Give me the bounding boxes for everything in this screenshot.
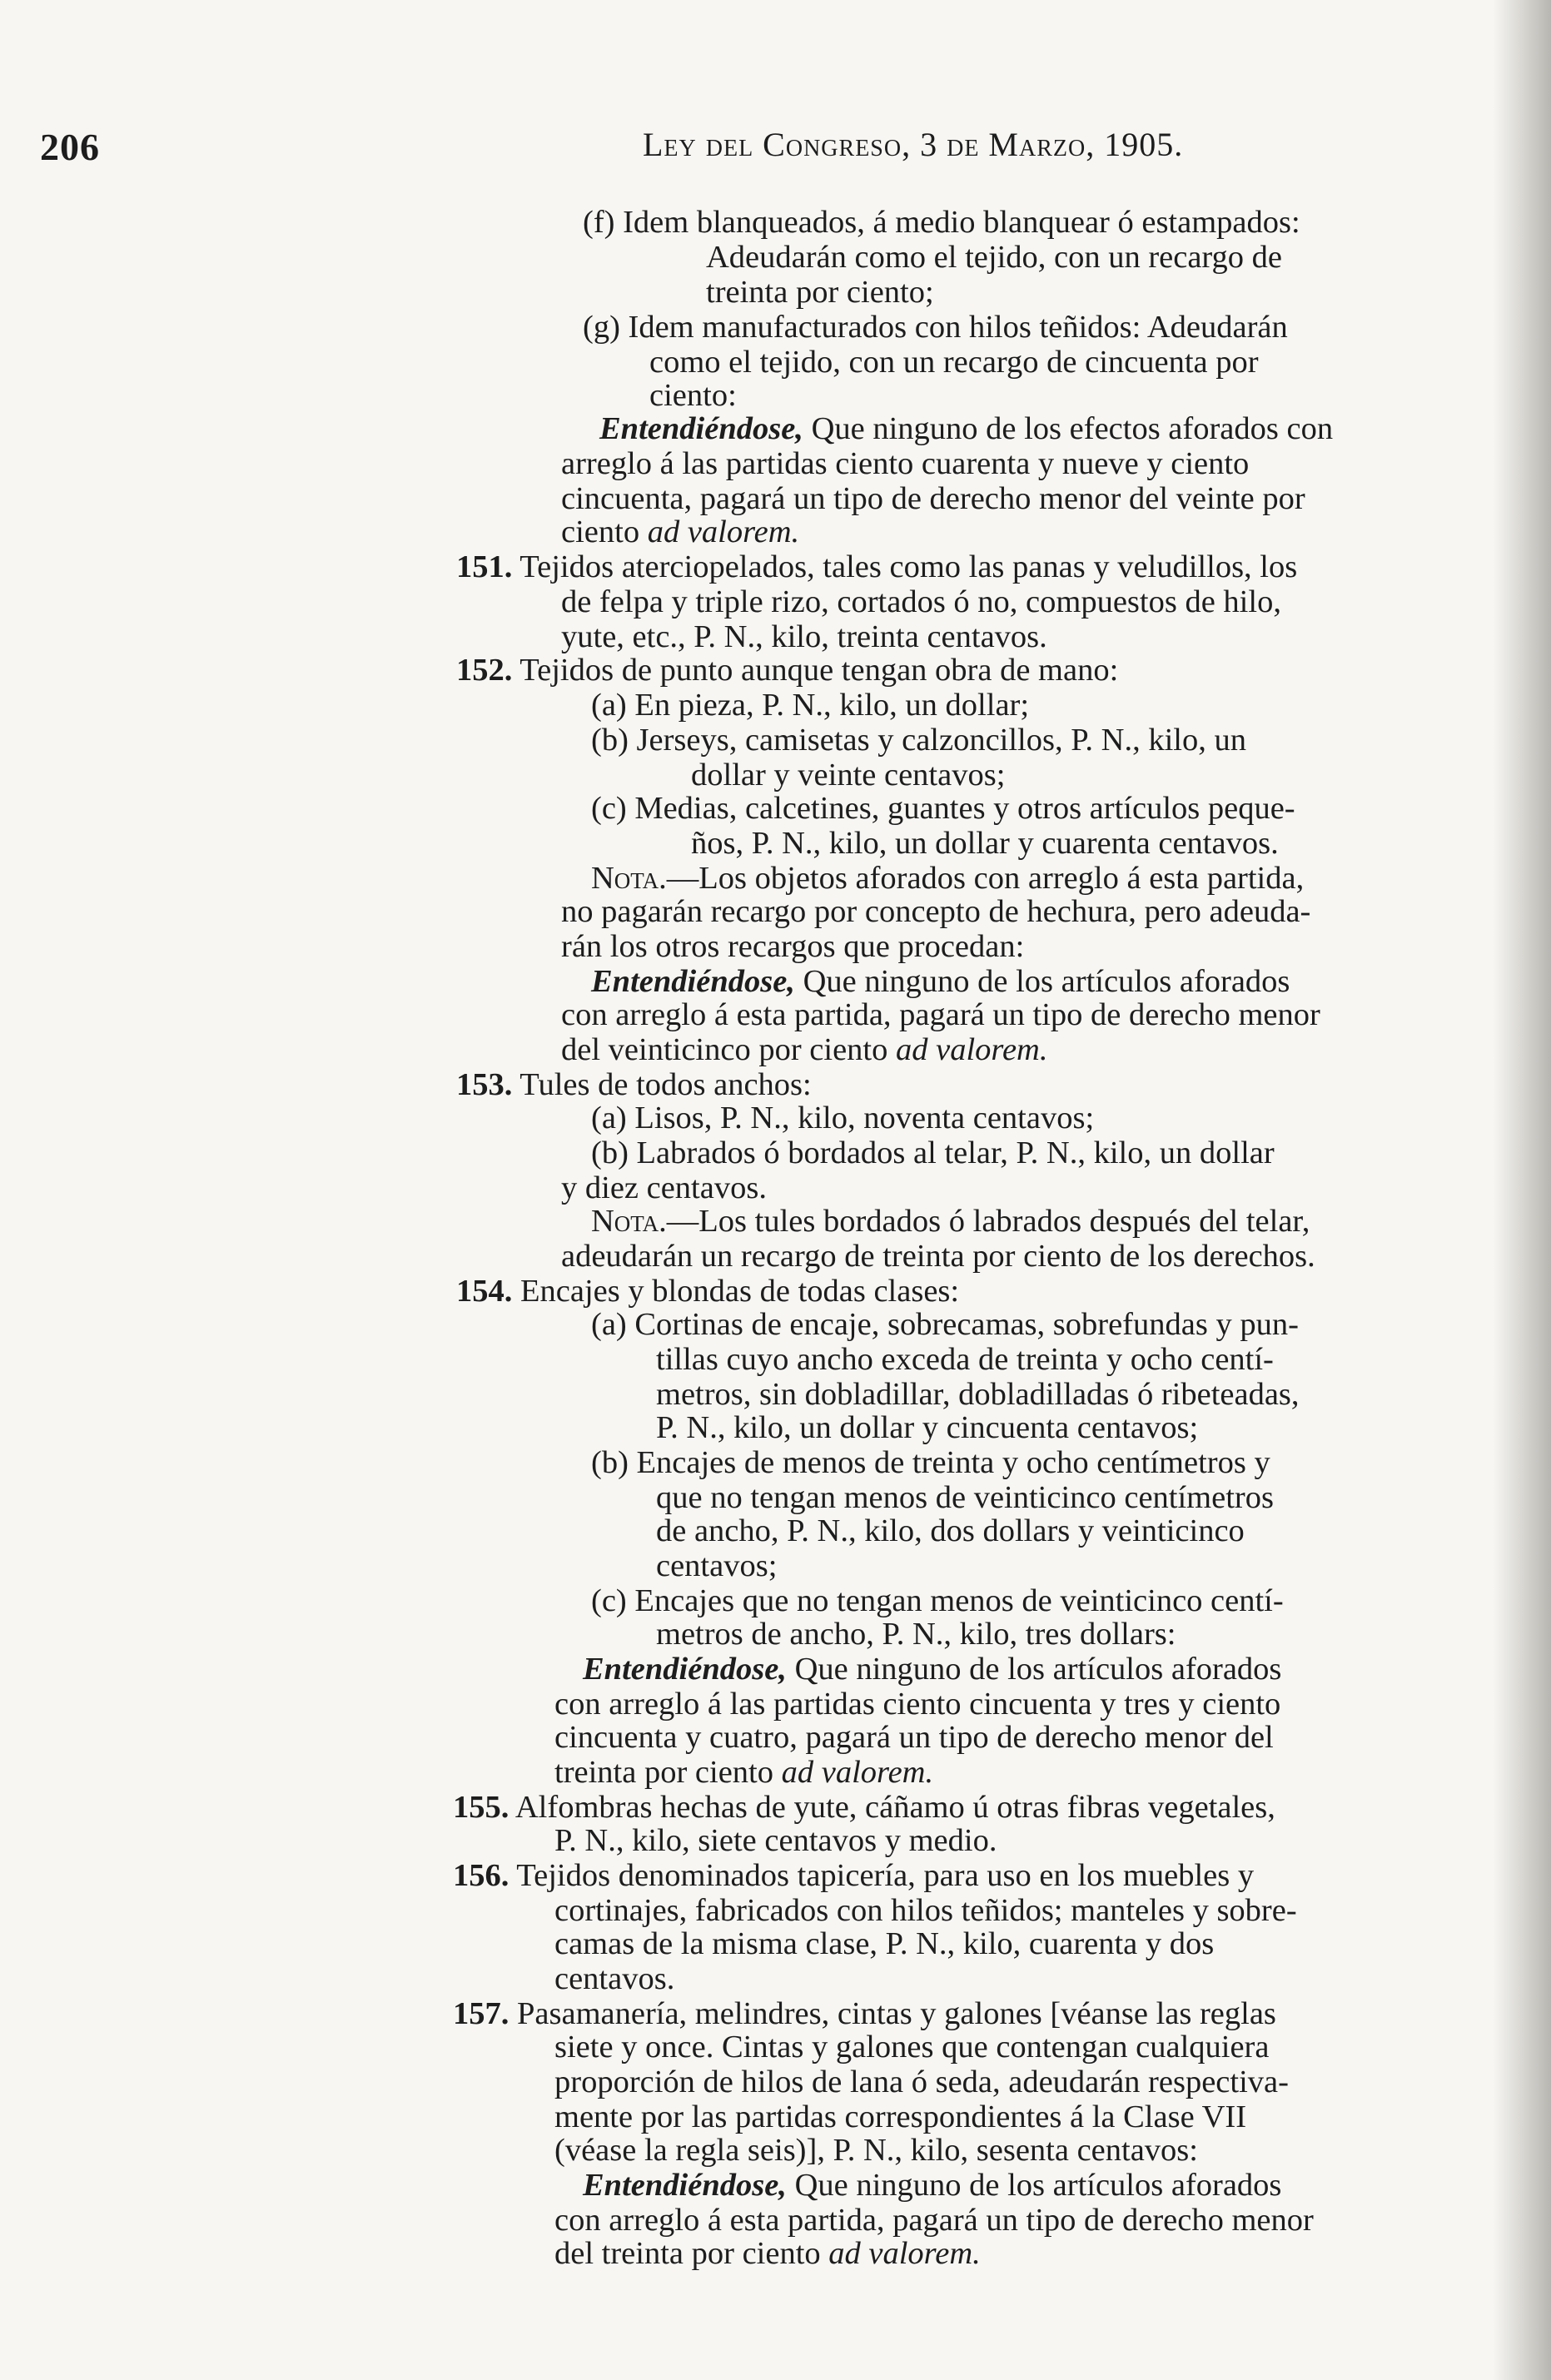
text-segment: Que ninguno de los artículos aforados xyxy=(786,2168,1282,2203)
text-segment: cortinajes, fabricados con hilos teñidos; manteles y sobre- xyxy=(554,1893,1297,1928)
text-segment: cincuenta, pagará un tipo de derecho menor del veinte por xyxy=(561,481,1305,516)
text-line xyxy=(591,1309,1299,1341)
text-line xyxy=(691,759,1005,792)
text-line xyxy=(456,551,1297,584)
text-segment: no pagarán recargo por concepto de hechura, pero adeuda- xyxy=(561,894,1311,929)
text-segment: ños, P. N., kilo, un dollar y cuarenta centavos. xyxy=(691,826,1279,861)
text-line xyxy=(561,896,1310,928)
text-line xyxy=(649,346,1259,379)
text-segment: centavos; xyxy=(656,1548,778,1583)
text-line xyxy=(453,1860,1254,1892)
text-segment: centavos. xyxy=(554,1961,675,1996)
text-line xyxy=(561,1172,767,1205)
italic-text: Entendiéndose, xyxy=(591,964,795,999)
text-line xyxy=(706,276,934,309)
italic-text: Entendiéndose, xyxy=(583,2168,787,2203)
scan-page-edge xyxy=(1493,0,1551,2380)
text-segment: cincuenta y cuatro, pagará un tipo de derecho menor del xyxy=(554,1720,1274,1755)
text-segment: (a) Cortinas de encaje, sobrecamas, sobrefundas y pun- xyxy=(591,1307,1299,1342)
item-number: 154. xyxy=(456,1274,513,1309)
text-line xyxy=(456,1069,812,1101)
text-segment: P. N., kilo, siete centavos y medio. xyxy=(554,1823,997,1858)
text-segment: arreglo á las partidas ciento cuarenta y nueve y ciento xyxy=(561,446,1250,481)
text-line xyxy=(583,1653,1281,1686)
italic-text: ad valorem. xyxy=(828,2236,981,2271)
text-segment: proporción de hilos de lana ó seda, adeudarán respectiva- xyxy=(554,2064,1289,2099)
text-line xyxy=(591,1447,1270,1479)
text-segment: (a) En pieza, P. N., kilo, un dollar; xyxy=(591,688,1030,723)
text-segment: P. N., kilo, un dollar y cincuenta centavos; xyxy=(656,1410,1199,1445)
text-line xyxy=(656,1412,1198,1444)
italic-text: Entendiéndose, xyxy=(599,411,803,446)
text-segment: y diez centavos. xyxy=(561,1170,767,1205)
text-segment: yute, etc., P. N., kilo, treinta centavos. xyxy=(561,619,1047,654)
item-number: 156. xyxy=(453,1858,510,1893)
text-line xyxy=(649,380,737,412)
text-line xyxy=(554,1895,1297,1927)
italic-text: Entendiéndose, xyxy=(583,1652,787,1687)
item-number: 152. xyxy=(456,653,513,688)
text-segment: (b) Labrados ó bordados al telar, P. N., kilo, un dollar xyxy=(591,1135,1275,1170)
text-segment: metros de ancho, P. N., kilo, tres dollars: xyxy=(656,1617,1176,1652)
italic-text: ad valorem. xyxy=(895,1032,1048,1067)
text-line xyxy=(706,241,1282,274)
text-segment: Tejidos de punto aunque tengan obra de mano: xyxy=(512,653,1119,688)
text-segment: de ancho, P. N., kilo, dos dollars y veinticinco xyxy=(656,1513,1245,1548)
text-segment: treinta por ciento xyxy=(554,1755,782,1790)
text-segment: (véase la regla seis)], P. N., kilo, sesenta centavos: xyxy=(554,2133,1198,2168)
text-segment: .—Los objetos aforados con arreglo á esta partida, xyxy=(659,861,1305,896)
text-line xyxy=(656,1550,777,1583)
text-segment: que no tengan menos de veinticinco centímetros xyxy=(656,1480,1274,1515)
text-line xyxy=(554,1722,1274,1754)
italic-text: ad valorem. xyxy=(781,1755,934,1790)
text-segment: del treinta por ciento xyxy=(554,2236,829,2271)
text-line xyxy=(554,2031,1269,2064)
text-line xyxy=(583,311,1288,344)
text-segment: dollar y veinte centavos; xyxy=(691,758,1006,793)
text-line xyxy=(583,206,1300,239)
text-line xyxy=(554,1963,674,1995)
text-line xyxy=(591,793,1295,825)
text-segment: como el tejido, con un recargo de cincuenta por xyxy=(649,345,1259,380)
text-line xyxy=(591,724,1246,757)
text-segment: Nota xyxy=(591,861,659,896)
text-segment: de felpa y triple rizo, cortados ó no, compuestos de hilo, xyxy=(561,584,1281,619)
text-line xyxy=(554,2134,1198,2167)
text-line xyxy=(656,1618,1176,1651)
text-line xyxy=(554,1825,997,1857)
text-line xyxy=(456,1275,959,1308)
text-segment: ciento xyxy=(561,514,648,549)
text-segment: Encajes y blondas de todas clases: xyxy=(512,1274,960,1309)
text-segment: Que ninguno de los artículos aforados xyxy=(794,964,1290,999)
text-line xyxy=(591,1102,1094,1135)
text-line xyxy=(591,1585,1284,1617)
item-number: 157. xyxy=(453,1996,510,2031)
text-line xyxy=(561,931,1024,963)
text-line xyxy=(554,2204,1314,2237)
italic-text: ad valorem. xyxy=(647,514,800,549)
text-segment: (g) Idem manufacturados con hilos teñidos: Adeudarán xyxy=(583,310,1288,345)
text-segment: con arreglo á las partidas ciento cincuenta y tres y ciento xyxy=(554,1687,1281,1722)
text-segment: treinta por ciento; xyxy=(706,275,934,310)
text-line xyxy=(554,2101,1246,2134)
text-line xyxy=(656,1379,1300,1411)
page-number: 206 xyxy=(40,126,100,168)
text-segment: adeudarán un recargo de treinta por ciento de los derechos. xyxy=(561,1239,1315,1274)
text-line xyxy=(591,862,1304,895)
text-line xyxy=(691,827,1279,860)
text-line xyxy=(583,2169,1281,2202)
text-segment: metros, sin dobladillar, dobladilladas ó ribeteadas, xyxy=(656,1377,1300,1412)
text-segment: Tejidos aterciopelados, tales como las panas y veludillos, los xyxy=(512,549,1298,584)
text-line xyxy=(561,621,1047,653)
text-segment: (a) Lisos, P. N., kilo, noventa centavos; xyxy=(591,1101,1095,1135)
text-segment: camas de la misma clase, P. N., kilo, cuarenta y dos xyxy=(554,1926,1215,1961)
text-line xyxy=(561,516,799,549)
text-line xyxy=(561,483,1305,515)
text-segment: rán los otros recargos que procedan: xyxy=(561,929,1025,964)
text-line xyxy=(554,2066,1289,2099)
text-line xyxy=(453,1998,1276,2030)
text-segment: tillas cuyo ancho exceda de treinta y ocho centí- xyxy=(656,1342,1274,1377)
text-line xyxy=(554,2238,981,2270)
text-line xyxy=(591,1137,1275,1170)
text-segment: con arreglo á esta partida, pagará un tipo de derecho menor xyxy=(554,2203,1314,2238)
text-line xyxy=(561,1034,1047,1066)
text-segment: Que ninguno de los efectos aforados con xyxy=(803,411,1334,446)
text-segment: ciento: xyxy=(649,378,737,413)
text-line xyxy=(591,689,1029,722)
text-line xyxy=(656,1515,1245,1548)
text-line xyxy=(554,1688,1280,1721)
text-line xyxy=(554,1928,1214,1960)
text-line xyxy=(561,448,1249,480)
text-segment: con arreglo á esta partida, pagará un tipo de derecho menor xyxy=(561,997,1320,1032)
text-segment: Alfombras hechas de yute, cáñamo ú otras fibras vegetales, xyxy=(509,1790,1275,1825)
text-line xyxy=(554,1756,933,1789)
text-line xyxy=(561,1240,1315,1273)
text-segment: (c) Encajes que no tengan menos de veinticinco centí- xyxy=(591,1583,1284,1618)
text-segment: (c) Medias, calcetines, guantes y otros artículos peque- xyxy=(591,791,1295,826)
running-head: Ley del Congreso, 3 de Marzo, 1905. xyxy=(643,126,1184,163)
text-line xyxy=(656,1344,1274,1376)
text-line xyxy=(656,1482,1274,1514)
text-line xyxy=(561,586,1281,619)
text-segment: Que ninguno de los artículos aforados xyxy=(786,1652,1282,1687)
text-line xyxy=(453,1791,1275,1824)
text-segment: (b) Encajes de menos de treinta y ocho centímetros y xyxy=(591,1445,1270,1480)
text-segment: siete y once. Cintas y galones que contengan cualquiera xyxy=(554,2030,1270,2064)
text-segment: (f) Idem blanqueados, á medio blanquear ó estampados: xyxy=(583,205,1300,240)
text-line xyxy=(591,1205,1310,1238)
text-segment: Tules de todos anchos: xyxy=(512,1067,812,1102)
text-segment: (b) Jerseys, camisetas y calzoncillos, P. N., kilo, un xyxy=(591,723,1246,758)
text-segment: Adeudarán como el tejido, con un recargo de xyxy=(706,240,1283,275)
item-number: 151. xyxy=(456,549,513,584)
item-number: 155. xyxy=(453,1790,510,1825)
text-segment: Tejidos denominados tapicería, para uso en los muebles y xyxy=(509,1858,1255,1893)
text-line xyxy=(599,413,1333,445)
text-line xyxy=(456,654,1118,687)
text-segment: .—Los tules bordados ó labrados después del telar, xyxy=(659,1204,1310,1239)
item-number: 153. xyxy=(456,1067,513,1102)
text-segment: Nota xyxy=(591,1204,659,1239)
text-segment: Pasamanería, melindres, cintas y galones [véanse las reglas xyxy=(509,1996,1276,2031)
text-segment: del veinticinco por ciento xyxy=(561,1032,896,1067)
text-segment: mente por las partidas correspondientes á la Clase VII xyxy=(554,2099,1247,2134)
text-line xyxy=(561,999,1320,1031)
text-line xyxy=(591,966,1290,998)
